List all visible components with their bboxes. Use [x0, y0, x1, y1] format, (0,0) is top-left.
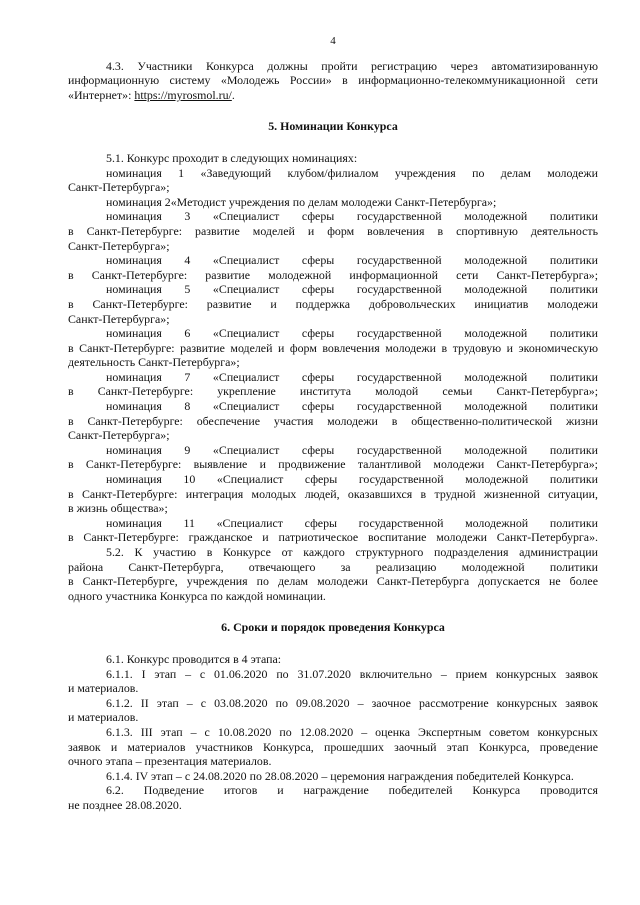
text-line: деятельность Санкт-Петербурга»;	[68, 355, 240, 370]
text-line: и материалов.	[68, 710, 139, 725]
text-line: номинация 4 «Специалист сферы государственной молодежной политики	[106, 253, 598, 268]
registration-link[interactable]: https://myrosmol.ru/	[134, 87, 232, 102]
text-line: в Санкт-Петербурге: развитие молодежной информационной сети Санкт-Петербурга»;	[68, 267, 598, 282]
intro-text: «Интернет»:	[68, 87, 135, 102]
text-line: номинация 2«Методист учреждения по делам молодежи Санкт-Петербурга»;	[106, 194, 497, 209]
text-line: района Санкт-Петербурга, отвечающего за реализацию молодежной политики	[68, 559, 598, 574]
text-line: в Санкт-Петербурге: гражданское и патриотическое воспитание молодежи Санкт-Петербурга».	[68, 530, 598, 545]
text-line: 6.1.1. I этап – с 01.06.2020 по 31.07.2020 включительно – прием конкурсных заявок	[106, 666, 598, 681]
text-line: в Санкт-Петербурге, учреждения по делам молодежи Санкт-Петербурга допускается не более	[68, 574, 598, 589]
text-line: не позднее 28.08.2020.	[68, 797, 182, 812]
section-5-body	[68, 151, 598, 603]
page-number: 4	[330, 35, 336, 47]
intro-line: 4.3. Участники Конкурса должны пройти регистрацию через автоматизированную	[106, 58, 598, 73]
text-line: 6.1.4. IV этап – с 24.08.2020 по 28.08.2020 – церемония награждения победителей Конкурса.	[106, 768, 574, 783]
intro-text: .	[231, 87, 235, 102]
text-line: 5.2. К участию в Конкурсе от каждого структурного подразделения администрации	[106, 545, 598, 559]
intro-line	[68, 88, 598, 103]
text-line: в Санкт-Петербурге: интеграция молодых людей, оказавшихся в трудной жизненной ситуации,	[68, 486, 598, 501]
text-line: 6.1.2. II этап – с 03.08.2020 по 09.08.2020 – заочное рассмотрение конкурсных заявок	[106, 695, 598, 710]
section-6-body	[68, 652, 598, 813]
text-line: Санкт-Петербурга»;	[68, 311, 170, 326]
text-line: одного участника Конкурса по каждой номинации.	[68, 588, 326, 603]
text-line: в Санкт-Петербурге: развитие и поддержка добровольческих инициатив молодежи	[68, 296, 598, 311]
section-heading: 6. Сроки и порядок проведения Конкурса	[221, 620, 445, 635]
text-line: номинация 7 «Специалист сферы государственной молодежной политики	[106, 369, 598, 384]
text-line: номинация 9 «Специалист сферы государственной молодежной политики	[106, 442, 598, 457]
text-line: номинация 11 «Специалист сферы государственной молодежной политики	[106, 515, 598, 530]
text-line: Санкт-Петербурга»;	[68, 180, 170, 195]
text-line: заявок и материалов участников Конкурса, прошедших заочный этап Конкурса, проведение	[68, 739, 598, 754]
text-line: в Санкт-Петербурге: обеспечение участия молодежи в общественно-политической жизни	[68, 413, 598, 428]
text-line: 6.1. Конкурс проводится в 4 этапа:	[106, 651, 282, 666]
text-line: номинация 8 «Специалист сферы государственной молодежной политики	[106, 399, 598, 414]
text-line: номинация 3 «Специалист сферы государственной молодежной политики	[106, 209, 598, 224]
intro-line: информационную систему «Молодежь России» в информационно-телекоммуникационной сети	[68, 73, 598, 88]
text-line: в Санкт-Петербурге: развитие моделей и форм вовлечения в спортивную деятельность	[68, 223, 598, 238]
text-line: и материалов.	[68, 681, 139, 696]
text-line: в Санкт-Петербурге: развитие моделей и форм вовлечения молодежи в трудовую и экономическую	[68, 340, 598, 355]
text-line: Санкт-Петербурга»;	[68, 428, 170, 443]
text-line: номинация 5 «Специалист сферы государственной молодежной политики	[106, 282, 598, 297]
text-line: 5.1. Конкурс проходит в следующих номинациях:	[106, 150, 358, 165]
text-line: в Санкт-Петербурге: укрепление института молодой семьи Санкт-Петербурга»;	[68, 384, 598, 399]
text-line: в жизнь общества»;	[68, 501, 168, 516]
text-line: 6.1.3. III этап – с 10.08.2020 по 12.08.2020 – оценка Экспертным советом конкурсных	[106, 724, 598, 739]
text-line: номинация 6 «Специалист сферы государственной молодежной политики	[106, 326, 598, 341]
section-heading: 5. Номинации Конкурса	[268, 119, 398, 134]
text-line: очного этапа – презентация материалов.	[68, 754, 272, 769]
text-line: в Санкт-Петербурге: выявление и продвижение талантливой молодежи Санкт-Петербурга»;	[68, 457, 598, 472]
text-line: номинация 1 «Заведующий клубом/филиалом учреждения по делам молодежи	[106, 165, 598, 180]
text-line: Санкт-Петербурга»;	[68, 238, 170, 253]
text-line: номинация 10 «Специалист сферы государственной молодежной политики	[106, 472, 598, 487]
text-line: 6.2. Подведение итогов и награждение победителей Конкурса проводится	[106, 783, 598, 798]
intro-paragraph	[68, 59, 598, 103]
